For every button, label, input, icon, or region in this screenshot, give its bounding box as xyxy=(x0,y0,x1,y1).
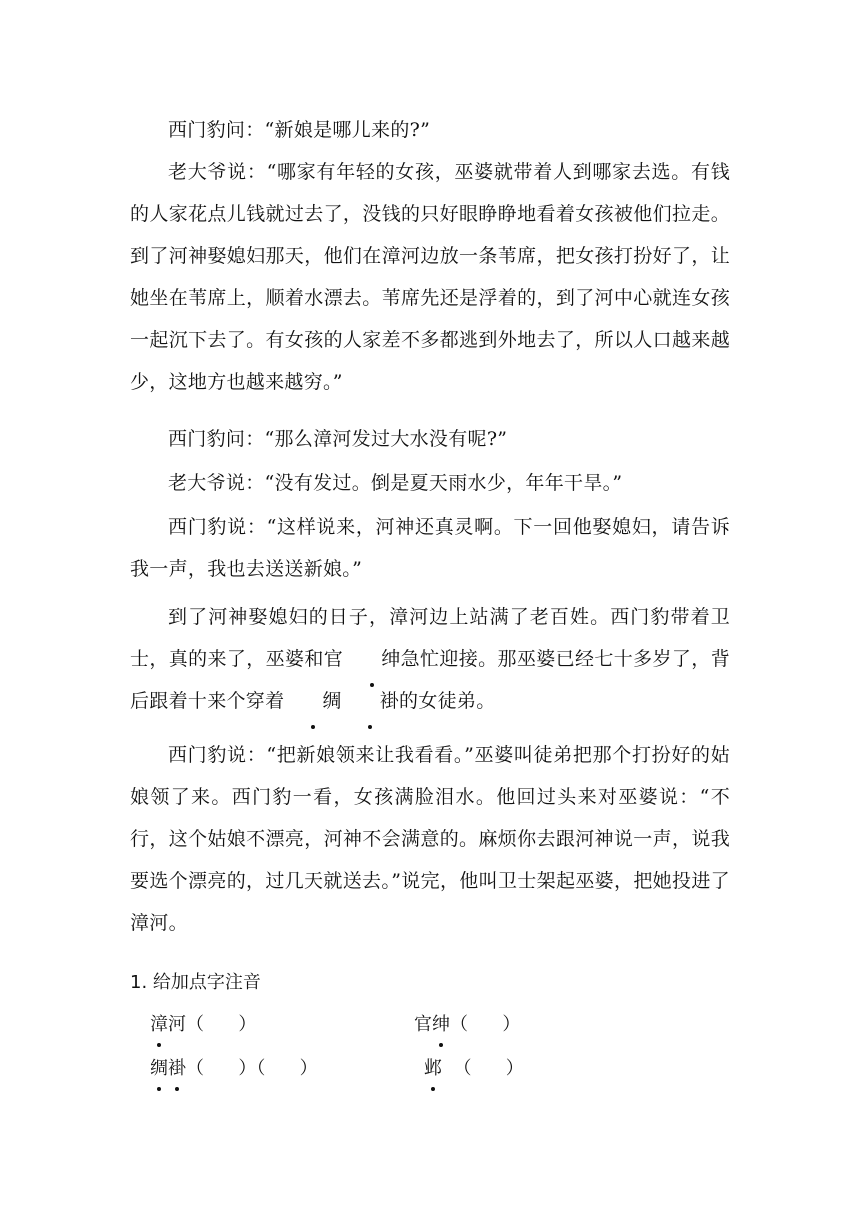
text-segment: 西门豹说：“这样说来，河神还真灵啊。下一回他娶媳妇，请告诉我一声，我也去送送新娘。” xyxy=(130,516,730,580)
pinyin-item-chou-gua xyxy=(150,1054,318,1084)
paragraph-6 xyxy=(130,596,730,722)
paragraph-3 xyxy=(130,418,730,460)
text-segment: 西门豹问：“新娘是哪儿来的?” xyxy=(168,119,431,141)
emphasis-dot-char: 绸 xyxy=(150,1054,168,1084)
paragraph-4 xyxy=(130,462,730,504)
emphasis-dot-char: 绅 xyxy=(343,638,400,680)
pinyin-item-guan-shen xyxy=(414,1010,520,1040)
pinyin-item-ye xyxy=(424,1054,524,1084)
emphasis-dot-char: 邺 xyxy=(424,1054,442,1084)
emphasis-dot-char: 绸 xyxy=(284,680,341,722)
text-segment: 河（ ） xyxy=(168,1014,257,1035)
paragraph-1 xyxy=(130,109,730,151)
text-segment: 到了河神娶媳妇的日子，漳河边上站满了老百姓。西门豹带着卫士，真的来了，巫婆和官 xyxy=(130,606,730,670)
text-segment: （ ） xyxy=(442,1058,524,1079)
emphasis-dot-char: 褂 xyxy=(342,680,399,722)
paragraph-5 xyxy=(130,506,730,590)
text-segment: 西门豹说：“把新娘领来让我看看。”巫婆叫徒弟把那个打扮好的姑娘领了来。西门豹一看，女孩满脸泪水。他回过头来对巫婆说：“不行，这个姑娘不漂亮，河神不会满意的。麻烦你去跟河神说一声，说我要选个漂亮的，过几天就送去。”说完，他叫卫士架起巫婆，把她投进了漳河。 xyxy=(130,744,730,934)
text-segment: 的女徒弟。 xyxy=(399,690,496,712)
text-segment: 老大爷说：“没有发过。倒是夏天雨水少，年年干旱。” xyxy=(168,472,623,494)
emphasis-dot-char: 漳 xyxy=(150,1010,168,1040)
text-segment: 急忙迎接。那巫婆已经七十多岁了，背后跟着十来个穿着 xyxy=(130,648,730,712)
text-segment: （ ）（ ） xyxy=(186,1058,318,1079)
pinyin-item-zhang-he xyxy=(150,1010,256,1040)
question-title: 1. 给加点字注音 xyxy=(130,972,261,993)
text-segment: 西门豹问：“那么漳河发过大水没有呢?” xyxy=(168,428,508,450)
text-segment: （ ） xyxy=(450,1014,521,1035)
text-segment: 官 xyxy=(414,1014,432,1035)
text-segment: 老大爷说：“哪家有年轻的女孩，巫婆就带着人到哪家去选。有钱的人家花点儿钱就过去了，没钱的只好眼睁睁地看着女孩被他们拉走。到了河神娶媳妇那天，他们在漳河边放一条苇席，把女孩打扮好了，让她坐在苇席上，顺着水漂去。苇席先还是浮着的，到了河中心就连女孩一起沉下去了。有女孩的人家差不多都逃到外地去了，所以人口越来越少，这地方也越来越穷。” xyxy=(130,161,730,393)
emphasis-dot-char: 褂 xyxy=(168,1054,186,1084)
paragraph-7 xyxy=(130,734,730,944)
paragraph-2 xyxy=(130,151,730,403)
emphasis-dot-char: 绅 xyxy=(432,1010,450,1040)
